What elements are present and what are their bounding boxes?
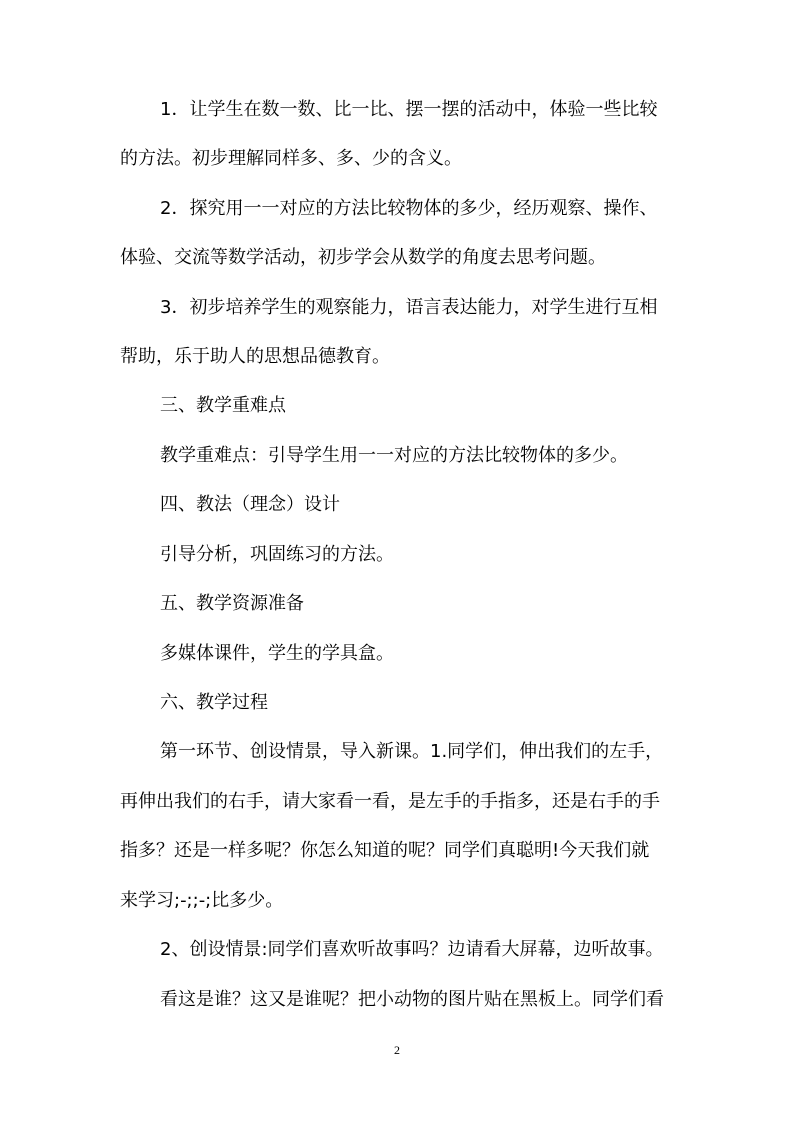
- text-line: 第一环节、创设情景，导入新课。1.同学们，伸出我们的左手，: [160, 741, 664, 762]
- text-line: 多媒体课件，学生的学具盒。: [160, 643, 394, 664]
- text-line: 1．让学生在数一数、比一比、摆一摆的活动中，体验一些比较: [160, 99, 658, 120]
- text-line: 的方法。初步理解同样多、多、少的含义。: [120, 148, 462, 169]
- text-line: 教学重难点：引导学生用一一对应的方法比较物体的多少。: [160, 445, 628, 466]
- text-line: 帮助，乐于助人的思想品德教育。: [120, 346, 390, 367]
- text-line: 体验、交流等数学活动，初步学会从数学的角度去思考问题。: [120, 247, 606, 268]
- text-line: 引导分析，巩固练习的方法。: [160, 544, 394, 565]
- text-line: 2、创设情景:同学们喜欢听故事吗？边请看大屏幕，边听故事。: [160, 939, 664, 960]
- section-heading: 四、教法（理念）设计: [160, 494, 340, 515]
- text-line: 看这是谁？这又是谁呢？把小动物的图片贴在黑板上。同学们看: [160, 989, 664, 1010]
- section-heading: 六、教学过程: [160, 692, 268, 713]
- text-line: 2．探究用一一对应的方法比较物体的多少，经历观察、操作、: [160, 198, 658, 219]
- text-line: 再伸出我们的右手，请大家看一看，是左手的手指多，还是右手的手: [120, 791, 660, 812]
- text-line: 来学习;-;;-;比多少。: [120, 890, 284, 911]
- section-heading: 三、教学重难点: [160, 395, 286, 416]
- page-number: 2: [394, 1043, 400, 1057]
- text-line: 3．初步培养学生的观察能力，语言表达能力，对学生进行互相: [160, 297, 658, 318]
- text-line: 指多？还是一样多呢？你怎么知道的呢？同学们真聪明!今天我们就: [120, 840, 650, 861]
- section-heading: 五、教学资源准备: [160, 593, 304, 614]
